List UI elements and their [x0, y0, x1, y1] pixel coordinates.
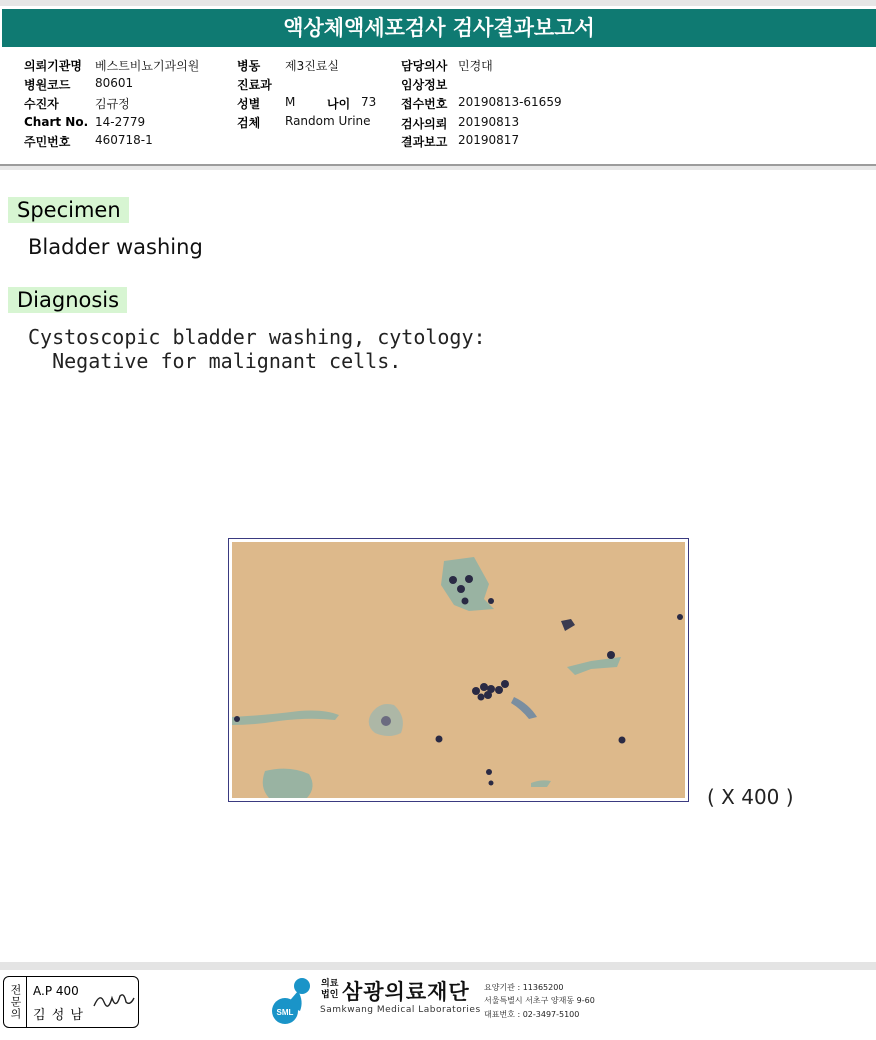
header-divider-shadow	[0, 166, 876, 170]
specimen-type-label: 검체	[237, 116, 261, 130]
stamp-vertical-label: 전문의	[3, 976, 27, 1028]
age-label: 나이	[327, 97, 351, 111]
department-label: 진료과	[237, 78, 272, 92]
specimen-type-value: Random Urine	[285, 114, 371, 128]
org-name: 삼광의료재단	[342, 980, 470, 1004]
specimen-text: Bladder washing	[28, 235, 203, 259]
clinical-info-label: 임상정보	[401, 78, 448, 92]
org-address: 서울특별시 서초구 양재동 9-60	[484, 996, 595, 1005]
specimen-heading: Specimen	[8, 197, 129, 223]
diagnosis-line-2: Negative for malignant cells.	[28, 349, 402, 373]
sml-logo-icon	[268, 975, 316, 1027]
stamp-code: A.P 400	[33, 984, 79, 998]
org-name-english: Samkwang Medical Laboratories	[320, 1005, 481, 1015]
doctor-value: 민경대	[458, 59, 493, 73]
report-date-value: 20190817	[458, 133, 520, 147]
hospital-value: 베스트비뇨기과의원	[95, 59, 200, 73]
sml-logo-text: SML	[276, 1008, 294, 1017]
chart-no-value: 14-2779	[95, 115, 146, 129]
id-number-label: 주민번호	[24, 135, 71, 149]
ward-value: 제3진료실	[285, 59, 340, 73]
ward-label: 병동	[237, 59, 261, 73]
sex-label: 성별	[237, 97, 261, 111]
magnification-caption: ( X 400 )	[707, 785, 794, 809]
age-value: 73	[361, 95, 377, 109]
micrograph-image	[229, 539, 688, 801]
patient-label: 수진자	[24, 97, 59, 111]
accession-value: 20190813-61659	[458, 95, 562, 109]
patient-value: 김규정	[95, 97, 130, 111]
report-title: 액상체액세포검사 검사결과보고서	[2, 9, 876, 47]
report-date-label: 결과보고	[401, 135, 448, 149]
chart-no-label: Chart No.	[24, 115, 89, 129]
signature-scribble	[92, 988, 136, 1014]
doctor-label: 담당의사	[401, 59, 448, 73]
org-phone: 대표번호 : 02-3497-5100	[484, 1010, 580, 1019]
org-type-label: 의료 법인	[321, 979, 339, 1000]
request-date-value: 20190813	[458, 115, 520, 129]
hospital-label: 의뢰기관명	[24, 59, 82, 73]
sex-value: M	[285, 95, 296, 109]
top-border	[0, 0, 876, 6]
footer-divider	[0, 962, 876, 970]
institution-code: 요양기관 : 11365200	[484, 983, 564, 992]
hospital-code-label: 병원코드	[24, 78, 71, 92]
accession-label: 접수번호	[401, 97, 448, 111]
hospital-code-value: 80601	[95, 76, 134, 90]
id-number-value: 460718-1	[95, 133, 153, 147]
cytology-micrograph	[228, 538, 689, 802]
stamp-pathologist-name: 김 성 남	[33, 1008, 84, 1023]
diagnosis-line-1: Cystoscopic bladder washing, cytology:	[28, 325, 486, 349]
request-date-label: 검사의뢰	[401, 117, 448, 131]
diagnosis-heading: Diagnosis	[8, 287, 127, 313]
